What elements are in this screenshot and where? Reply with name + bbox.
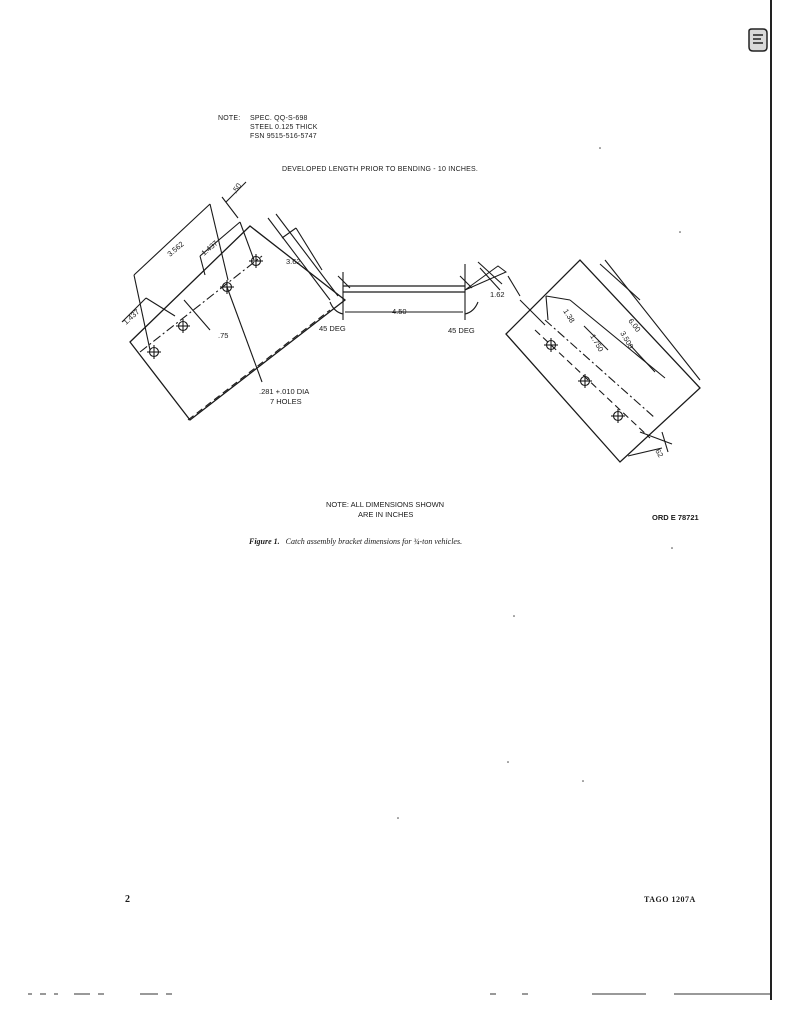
developed-length-note: DEVELOPED LENGTH PRIOR TO BENDING - 10 INCHES.: [282, 166, 479, 173]
dimensions-note-line-2: ARE IN INCHES: [358, 510, 414, 519]
angle-left: 45 DEG: [319, 324, 346, 333]
figure-label: Figure 1.: [249, 537, 280, 546]
dimensions-note-line-1: NOTE: ALL DIMENSIONS SHOWN: [326, 500, 445, 509]
angle-right: 45 DEG: [448, 326, 475, 335]
dim-075: .75: [218, 331, 229, 340]
dim-1437-top: 1.437: [199, 238, 220, 258]
dim-3562: 3.562: [165, 239, 186, 259]
dimensions-note: [326, 500, 444, 520]
hole-count: 7 HOLES: [270, 397, 302, 406]
spec-note-label: NOTE:: [218, 115, 241, 122]
dim-450: 4.50: [392, 307, 407, 316]
dim-050: .50: [230, 181, 244, 196]
spec-line-3: FSN 9515-516-5747: [250, 133, 317, 140]
dim-138: 1.38: [561, 307, 577, 325]
tago-number: TAGO 1207A: [644, 895, 696, 904]
dim-3500: 3.500: [618, 329, 636, 351]
figure-caption: [249, 537, 462, 546]
page-clip-icon: [747, 27, 769, 53]
dim-600: 6.00: [626, 316, 643, 334]
spec-line-1: SPEC. QQ-S-698: [250, 115, 308, 122]
dim-162: 1.62: [490, 290, 505, 299]
dim-1750: 1.750: [588, 332, 606, 354]
dim-362: 3.62: [286, 257, 301, 266]
dim-062: .62: [652, 445, 666, 460]
page-right-edge: [770, 0, 772, 1000]
ord-number: ORD E 78721: [652, 513, 699, 522]
figure-caption-text: Catch assembly bracket dimensions for ¾-ton vehicles.: [285, 537, 463, 546]
spec-line-2: STEEL 0.125 THICK: [250, 124, 318, 131]
hole-spec: .281 +.010 DIA: [259, 387, 310, 396]
page-number: 2: [125, 894, 130, 905]
dim-1437-left: 1.437: [121, 307, 142, 327]
